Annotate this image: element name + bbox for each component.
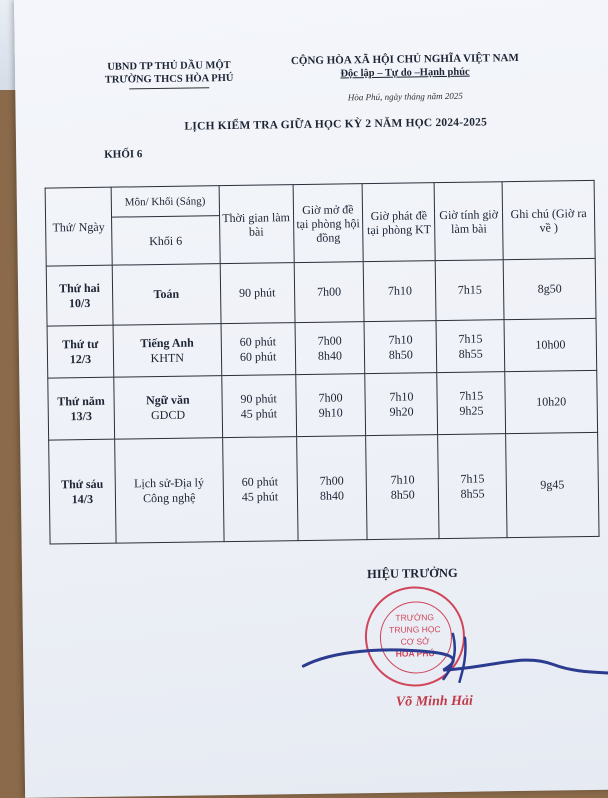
issue-time-cell: 7h10 8h50 bbox=[366, 435, 439, 540]
table-row bbox=[47, 318, 597, 378]
date-line: Hòa Phú, ngày tháng năm 2025 bbox=[347, 90, 463, 103]
signer-name: Võ Minh Hải bbox=[395, 693, 473, 710]
signer-title: HIỆU TRƯỞNG bbox=[366, 565, 458, 582]
table-header-row bbox=[45, 180, 594, 218]
open-time-cell: 7h00 9h10 bbox=[295, 374, 366, 437]
subject-cell: Ngữ văn GDCD bbox=[114, 376, 223, 439]
header-open-time: Giờ mở đề tại phòng hội đồng bbox=[293, 184, 364, 263]
nation-motto: Độc lập – Tự do –Hạnh phúc bbox=[340, 66, 470, 80]
start-time-cell: 7h15 8h55 bbox=[436, 320, 505, 373]
nation-header bbox=[265, 51, 545, 83]
grade-label: KHỐI 6 bbox=[104, 148, 143, 161]
start-time-cell: 7h15 bbox=[435, 260, 504, 321]
org-line-2: TRƯỜNG THCS HÒA PHÚ bbox=[104, 72, 234, 86]
open-time-cell: 7h00 8h40 bbox=[296, 436, 367, 541]
open-time-cell: 7h00 8h40 bbox=[295, 322, 366, 375]
day-cell: Thứ tư 12/3 bbox=[47, 325, 114, 378]
exam-schedule-table bbox=[45, 180, 600, 545]
nation-title: CỘNG HÒA XÃ HỘI CHỦ NGHĨA VIỆT NAM bbox=[290, 51, 519, 68]
note-cell: 9g45 bbox=[506, 432, 599, 537]
subject-cell: Toán bbox=[112, 264, 221, 325]
table-row bbox=[48, 370, 598, 440]
header-start-time: Giờ tính giờ làm bài bbox=[434, 182, 503, 261]
subject-cell: Lịch sử-Địa lý Công nghệ bbox=[115, 438, 224, 543]
day-cell: Thứ năm 13/3 bbox=[48, 377, 115, 440]
open-time-cell: 7h00 bbox=[294, 262, 365, 323]
duration-cell: 90 phút 45 phút bbox=[221, 375, 296, 438]
organization-header bbox=[79, 59, 259, 91]
day-cell: Thứ hai 10/3 bbox=[46, 265, 113, 326]
duration-cell: 90 phút bbox=[220, 263, 295, 324]
duration-cell: 60 phút 60 phút bbox=[221, 323, 296, 376]
seal-text-line: TRƯỜNG bbox=[395, 612, 435, 623]
org-line-1: UBND TP THỦ DẦU MỘT bbox=[107, 59, 231, 73]
duration-cell: 60 phút 45 phút bbox=[222, 437, 297, 542]
note-cell: 10h00 bbox=[504, 318, 597, 371]
header-subject: Khối 6 bbox=[111, 216, 219, 266]
note-cell: 10h20 bbox=[505, 370, 598, 433]
seal-text-line: HÒA PHÚ bbox=[395, 648, 435, 659]
header-issue-time: Giờ phát đề tại phòng KT bbox=[362, 183, 435, 262]
handwritten-signature bbox=[293, 622, 608, 697]
header-duration: Thời gian làm bài bbox=[219, 185, 294, 264]
seal-text-line: CƠ SỞ bbox=[400, 636, 430, 647]
issue-time-cell: 7h10 bbox=[364, 261, 437, 322]
note-cell: 8g50 bbox=[503, 258, 596, 319]
start-time-cell: 7h15 8h55 bbox=[438, 434, 507, 539]
subject-cell: Tiếng Anh KHTN bbox=[113, 324, 221, 377]
header-note: Ghi chú (Giờ ra về ) bbox=[502, 180, 595, 259]
day-cell: Thứ sáu 14/3 bbox=[49, 439, 116, 544]
issue-time-cell: 7h10 9h20 bbox=[365, 373, 438, 436]
header-subject-group: Môn/ Khối (Sáng) bbox=[111, 186, 219, 218]
start-time-cell: 7h15 9h25 bbox=[437, 372, 506, 435]
document-title: LỊCH KIỂM TRA GIỮA HỌC KỲ 2 NĂM HỌC 2024-2025 bbox=[184, 116, 488, 133]
issue-time-cell: 7h10 8h50 bbox=[364, 321, 437, 374]
header-day: Thứ/ Ngày bbox=[45, 187, 112, 266]
document-page bbox=[14, 0, 608, 798]
seal-text-line: TRUNG HỌC bbox=[389, 624, 441, 635]
table-row bbox=[49, 432, 599, 544]
table-row bbox=[46, 258, 596, 326]
header-underline bbox=[129, 87, 209, 89]
